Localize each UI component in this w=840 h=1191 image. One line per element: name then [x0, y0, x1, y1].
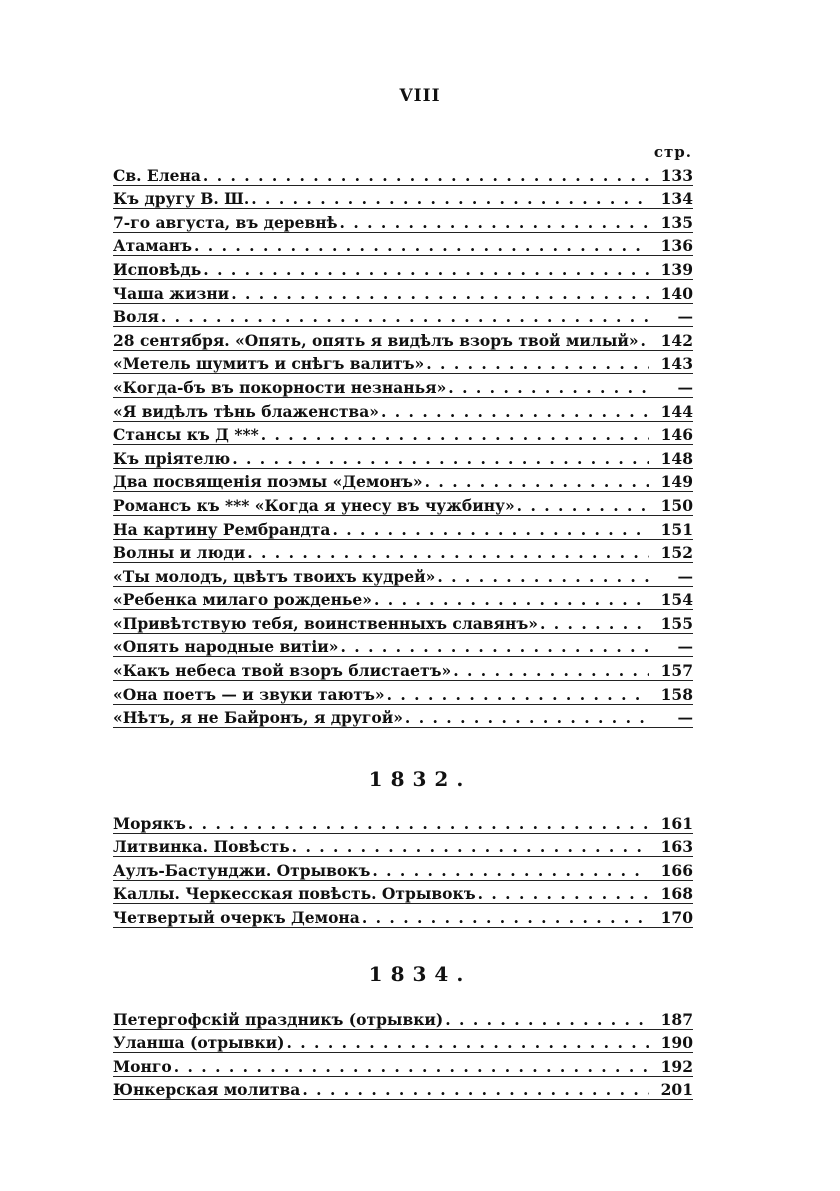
dot-leader	[188, 815, 649, 833]
toc-entry-title: «Какъ небеса твой взоръ блистаетъ»	[113, 661, 452, 681]
toc-entry-page: 155	[660, 613, 693, 633]
dot-leader	[448, 379, 649, 397]
toc-entry-title: Романсъ къ *** «Когда я унесу въ чужбину»	[113, 495, 515, 515]
toc-entry	[113, 1006, 693, 1030]
dot-leader	[302, 1081, 649, 1099]
dot-leader	[203, 261, 649, 279]
toc-entry-title: Атаманъ	[113, 236, 193, 256]
page-number: VIII	[399, 86, 441, 106]
toc-entry	[113, 857, 693, 881]
toc-entry-title: Исповѣдь	[113, 259, 202, 279]
toc-entry-title: Воля	[113, 307, 159, 327]
toc-entry-title: Уланша (отрывки)	[113, 1033, 285, 1053]
toc-entry-title: На картину Рембрандта	[113, 519, 331, 539]
dot-leader	[362, 909, 649, 927]
dot-leader	[387, 686, 649, 704]
dot-leader	[426, 355, 649, 373]
toc-entry-page: 139	[660, 259, 693, 279]
dot-leader	[453, 662, 649, 680]
toc-entry	[113, 304, 693, 328]
toc-entry	[113, 1030, 693, 1054]
toc-entry-title: Св. Елена	[113, 165, 201, 185]
toc-entry-title: «Опять народные витіи»	[113, 637, 339, 657]
page-column-header: стр.	[653, 143, 692, 161]
toc-entry	[113, 610, 693, 634]
toc-entry-page: 187	[660, 1009, 693, 1029]
toc-entry-title: «Я видѣлъ тѣнь блаженства»	[113, 401, 379, 421]
toc-entry-title: Четвертый очеркъ Демона	[113, 907, 360, 927]
toc-entry	[113, 492, 693, 516]
dot-leader	[231, 285, 649, 303]
dot-leader	[332, 521, 649, 539]
dot-leader	[540, 615, 649, 633]
toc-entry-page: 151	[660, 519, 693, 539]
toc-entry-title: «Ребенка милаго рожденье»	[113, 590, 372, 610]
toc-entry	[113, 681, 693, 705]
toc-entry-page: 133	[660, 165, 693, 185]
toc-entry-page: 166	[660, 860, 693, 880]
section-year-1834: 1834.	[368, 962, 472, 986]
toc-entry-page: 150	[660, 495, 693, 515]
toc-entry	[113, 162, 693, 186]
dot-leader	[437, 568, 649, 586]
section-year-1832: 1832.	[368, 767, 472, 791]
toc-entry-page: —	[677, 377, 693, 397]
toc-section-untitled	[113, 162, 693, 728]
toc-entry-page: 144	[660, 401, 693, 421]
dot-leader	[232, 450, 649, 468]
toc-entry	[113, 469, 693, 493]
dot-leader	[381, 403, 649, 421]
dot-leader	[251, 190, 649, 208]
dot-leader	[340, 214, 649, 232]
toc-entry	[113, 280, 693, 304]
toc-entry-page: —	[677, 708, 693, 728]
dot-leader	[286, 1034, 649, 1052]
toc-entry-page: 168	[660, 884, 693, 904]
toc-entry-title: Волны и люди	[113, 543, 246, 563]
toc-entry-title: Чаша жизни	[113, 283, 230, 303]
dot-leader	[478, 885, 649, 903]
toc-entry-page: 161	[660, 813, 693, 833]
toc-entry	[113, 374, 693, 398]
toc-section-1832	[113, 810, 693, 928]
toc-entry-title: Два посвященія поэмы «Демонъ»	[113, 472, 423, 492]
toc-entry	[113, 1053, 693, 1077]
toc-entry-title: «Нѣтъ, я не Байронъ, я другой»	[113, 708, 403, 728]
toc-entry-page: —	[677, 307, 693, 327]
toc-entry-page: 143	[660, 354, 693, 374]
toc-entry-page: 142	[660, 330, 693, 350]
toc-entry-page: —	[677, 566, 693, 586]
toc-entry-page: 154	[660, 590, 693, 610]
toc-entry	[113, 351, 693, 375]
toc-entry-title: Морякъ	[113, 813, 186, 833]
toc-entry-page: 136	[660, 236, 693, 256]
toc-entry-title: 28 сентября. «Опять, опять я видѣлъ взоръ твой милый»	[113, 330, 639, 350]
toc-entry	[113, 881, 693, 905]
dot-leader	[161, 308, 649, 326]
dot-leader	[372, 862, 649, 880]
toc-entry	[113, 398, 693, 422]
dot-leader	[445, 1011, 649, 1029]
toc-entry-page: 201	[660, 1080, 693, 1100]
dot-leader	[261, 426, 649, 444]
dot-leader	[405, 709, 649, 727]
toc-entry	[113, 186, 693, 210]
toc-entry	[113, 834, 693, 858]
toc-entry	[113, 516, 693, 540]
toc-entry-page: 134	[660, 189, 693, 209]
toc-entry	[113, 209, 693, 233]
toc-entry-page: 170	[660, 907, 693, 927]
toc-entry	[113, 445, 693, 469]
toc-entry-title: Къ другу В. Ш.	[113, 189, 250, 209]
toc-entry-title: «Метель шумитъ и снѣгъ валитъ»	[113, 354, 425, 374]
toc-entry-title: «Ты молодъ, цвѣтъ твоихъ кудрей»	[113, 566, 436, 586]
dot-leader	[194, 237, 649, 255]
toc-section-1834	[113, 1006, 693, 1100]
toc-entry	[113, 327, 693, 351]
toc-entry-title: «Она поетъ — и звуки таютъ»	[113, 684, 385, 704]
toc-entry-page: 135	[660, 212, 693, 232]
dot-leader	[292, 838, 649, 856]
toc-entry	[113, 657, 693, 681]
toc-entry	[113, 563, 693, 587]
dot-leader	[174, 1058, 649, 1076]
toc-entry-title: Къ пріятелю	[113, 448, 231, 468]
dot-leader	[203, 167, 649, 185]
toc-entry-title: Аулъ-Бастунджи. Отрывокъ	[113, 860, 371, 880]
toc-entry	[113, 587, 693, 611]
toc-entry-title: «Привѣтствую тебя, воинственныхъ славянъ»	[113, 613, 538, 633]
dot-leader	[517, 497, 649, 515]
toc-entry-title: Монго	[113, 1056, 172, 1076]
toc-entry-page: 149	[660, 472, 693, 492]
toc-entry-title: Каллы. Черкесская повѣсть. Отрывокъ	[113, 884, 476, 904]
dot-leader	[425, 473, 649, 491]
toc-entry-title: Стансы къ Д ***	[113, 425, 259, 445]
toc-entry	[113, 1077, 693, 1101]
toc-entry	[113, 256, 693, 280]
toc-entry	[113, 233, 693, 257]
toc-entry-page: —	[677, 637, 693, 657]
toc-entry-page: 148	[660, 448, 693, 468]
toc-entry-page: 152	[660, 543, 693, 563]
toc-entry	[113, 810, 693, 834]
dot-leader	[247, 544, 649, 562]
toc-entry-page: 192	[660, 1056, 693, 1076]
toc-entry-page: 158	[660, 684, 693, 704]
dot-leader	[374, 591, 649, 609]
toc-entry-title: «Когда-бъ въ покорности незнанья»	[113, 377, 447, 397]
toc-entry-title: Литвинка. Повѣсть	[113, 837, 290, 857]
toc-entry-page: 163	[660, 837, 693, 857]
toc-entry	[113, 705, 693, 729]
toc-entry-page: 190	[660, 1033, 693, 1053]
toc-entry	[113, 634, 693, 658]
toc-entry-page: 140	[660, 283, 693, 303]
toc-entry	[113, 540, 693, 564]
toc-entry-title: Петергофскій праздникъ (отрывки)	[113, 1009, 444, 1029]
dot-leader	[641, 332, 649, 350]
toc-entry-title: Юнкерская молитва	[113, 1080, 301, 1100]
toc-entry-page: 146	[660, 425, 693, 445]
toc-entry	[113, 422, 693, 446]
dot-leader	[340, 638, 649, 656]
toc-entry	[113, 904, 693, 928]
toc-entry-title: 7-го августа, въ деревнѣ	[113, 212, 338, 232]
toc-entry-page: 157	[660, 661, 693, 681]
